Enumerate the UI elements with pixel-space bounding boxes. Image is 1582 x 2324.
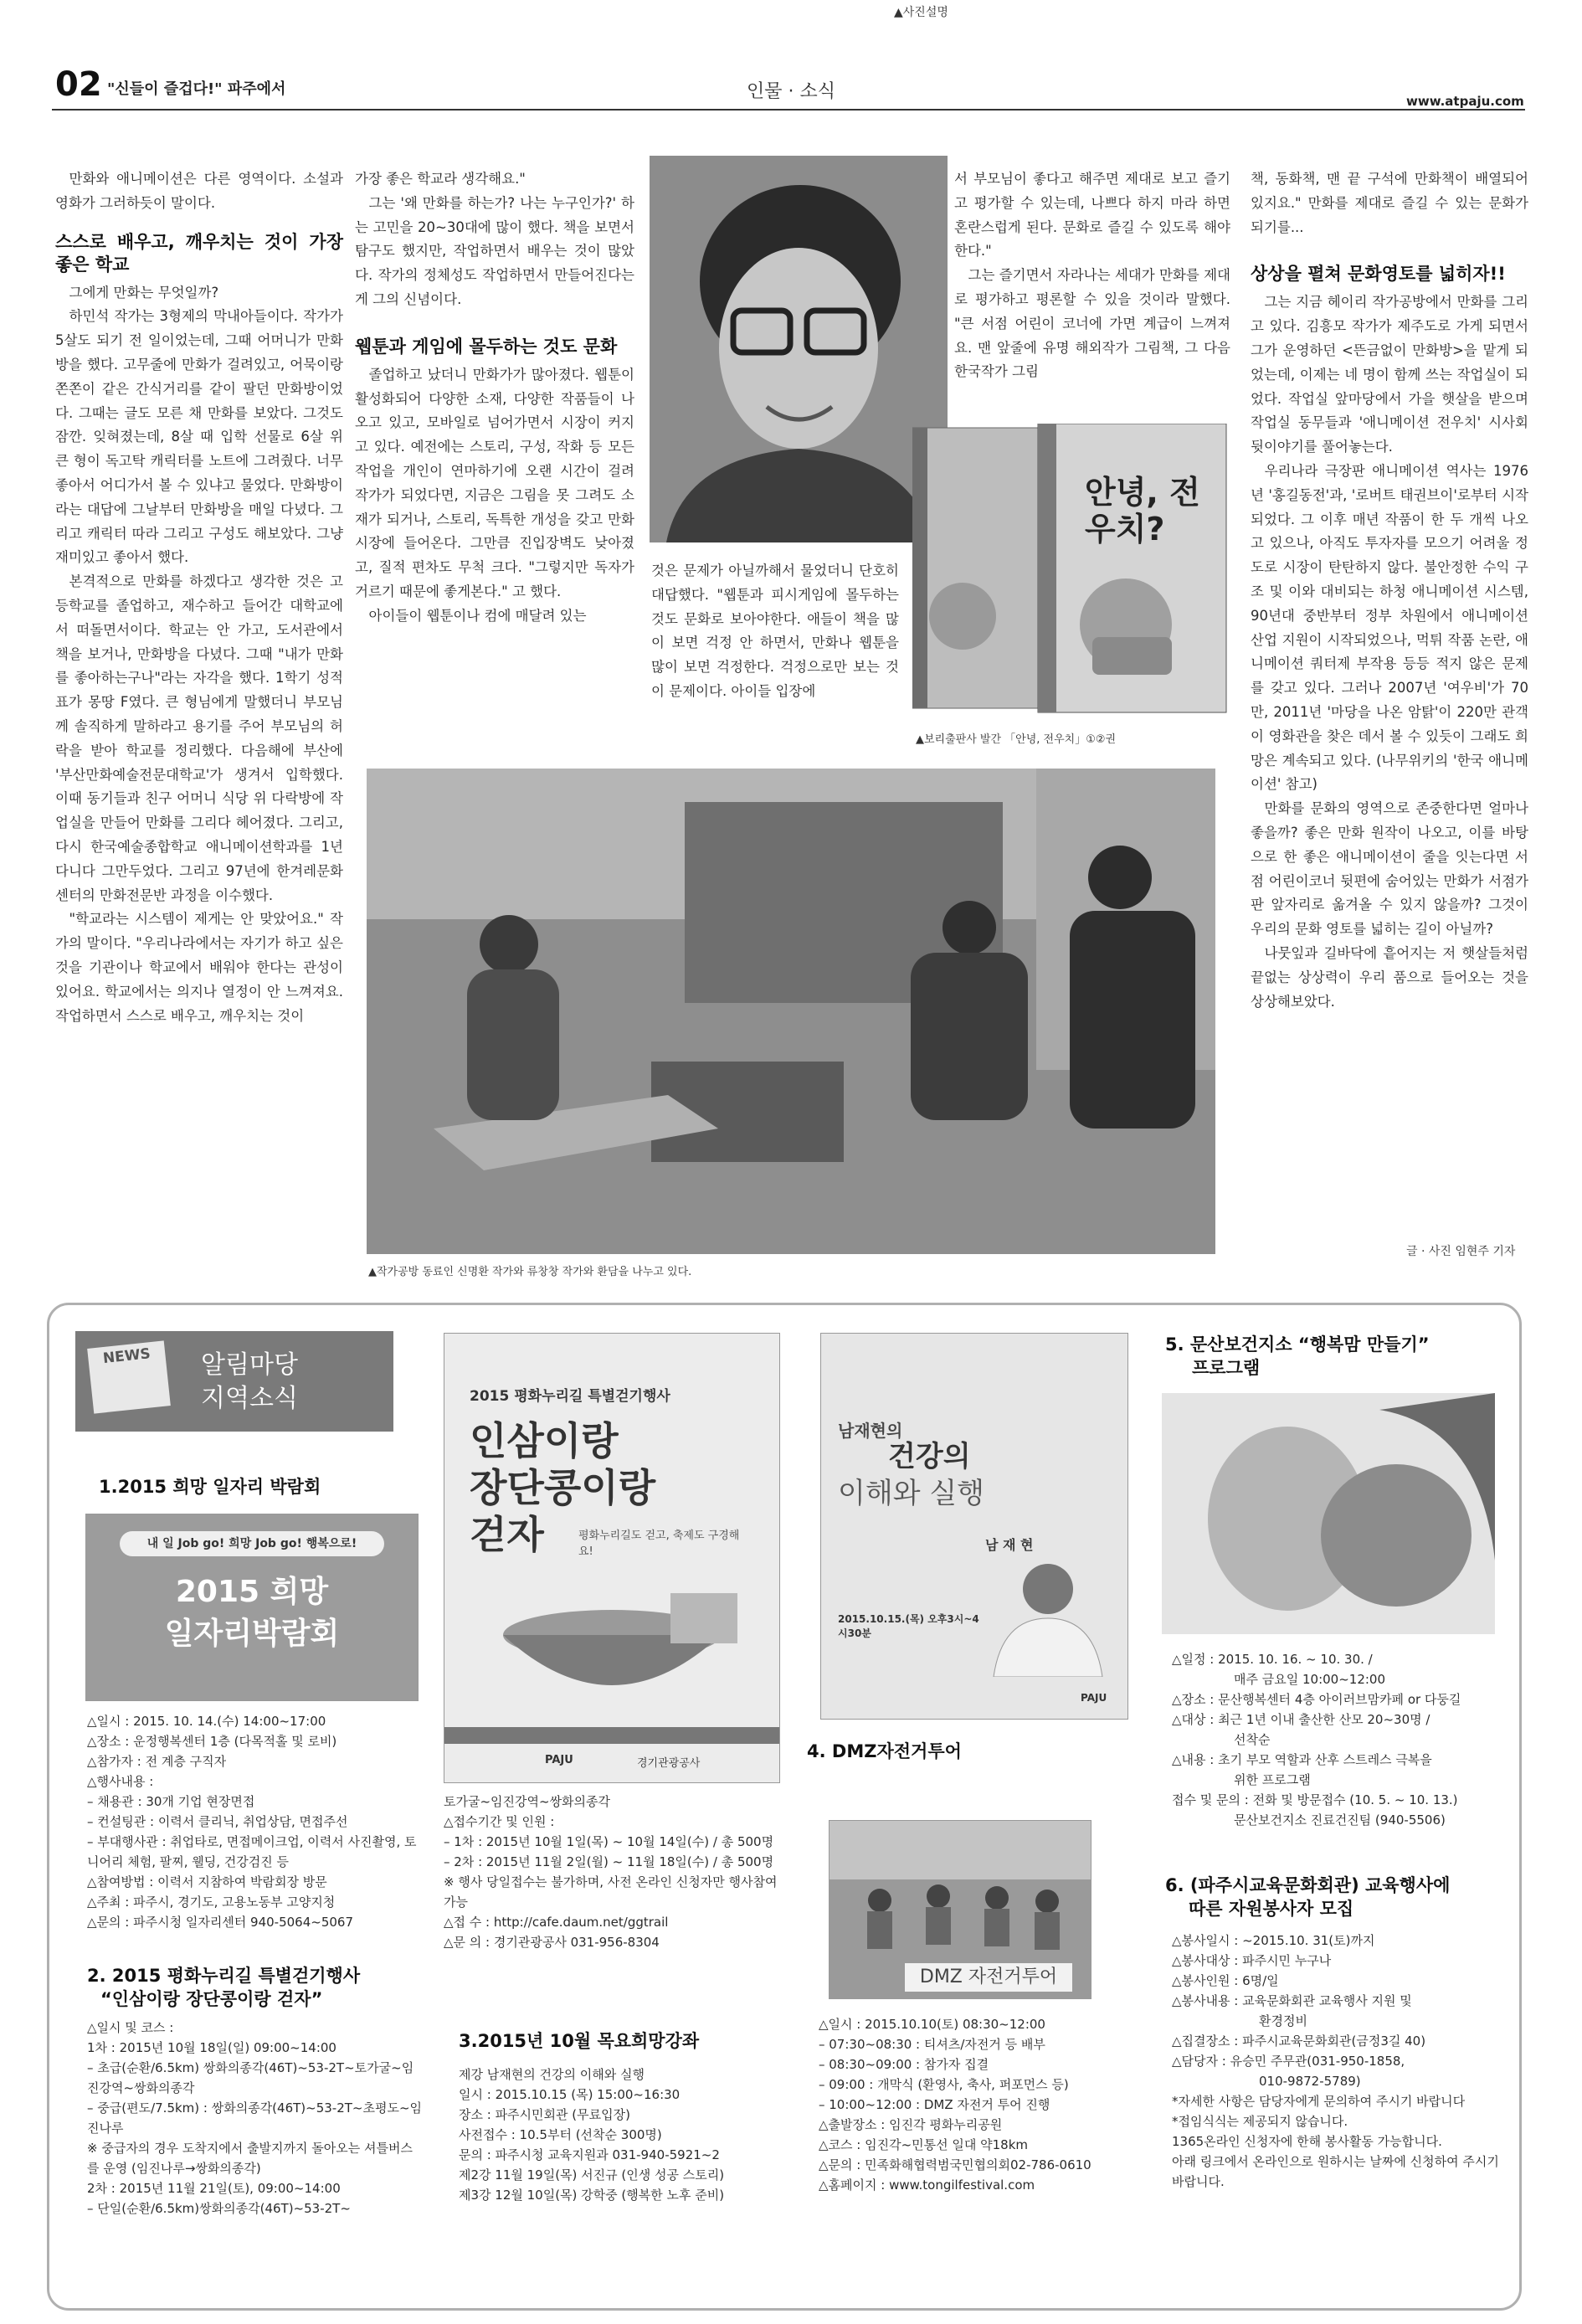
detail-line: 문의 : 파주시청 교육지원과 031-940-5921~2 [459,2147,720,2162]
job-fair-banner: 내 일 Job go! 희망 Job go! 행복으로! [120,1531,384,1556]
section-heading-2: 웹툰과 게임에 몰두하는 것도 문화 [355,336,618,357]
detail-line: 아래 링크에서 온라인으로 원하시는 날짜에 신청하여 주시기 바랍니다. [1172,2154,1499,2189]
detail-line: 제2강 11월 19일(목) 서진규 (인생 성공 스토리) [459,2167,725,2183]
detail-line: △주최 : 파주시, 경기도, 고용노동부 고양지청 [87,1895,336,1910]
item1-heading: 1.2015 희망 일자리 박람회 [99,1477,321,1497]
item3-heading: 3.2015년 10월 목요희망강좌 [459,2031,700,2051]
detail-line: – 10:00~12:00 : DMZ 자전거 투어 진행 [819,2097,1050,2112]
paragraph: 그는 '왜 만화를 하는가? 나는 누구인가?' 하는 고민을 20~30대에 많이 했다. 책을 보면서 탐구도 했지만, 작업하면서 배우는 것이 많았다. 작가의 정체성도 작업하면서 만들어진다는 게 그의 신념이다. [355,194,634,307]
paragraph: 가장 좋은 학교라 생각해요." [355,171,526,187]
book-title: 안녕, 전우치? [1085,474,1200,548]
detail-line: – 중급(편도/7.5km) : 쌍화의종각(46T)~53-2T~초평도~임진나루 [87,2100,423,2136]
article-column-5 [1251,167,1528,1014]
paragraph: 졸업하고 났더니 만화가가 많아졌다. 웹툰이 활성화되어 다양한 소재, 다양한 작품들이 나오고 있고, 모바일로 넘어가면서 시장이 커지고 있다. 예전에는 스토리, 구성, 작화 등 모든 작업을 개인이 연마하기에 오랜 시간이 걸려 작가가 되었다면, 지금은 그림을 못 그려도 소재가 되거나, 스토리, 독특한 개성을 갖고 만화시장에 들어온다. 그만큼 진입장벽도 낮아졌고, 질적 편차도 무척 크다. "그렇지만 독자가 거르기 때문에 좋게본다." 고 했다. [355,366,634,599]
walking-poster-logo-2: 경기관광공사 [637,1757,701,1770]
detail-line: △집결장소 : 파주시교육문화회관(금정3길 40) [1172,2034,1426,2049]
detail-line: *접임식식는 제공되지 않습니다. [1172,2114,1348,2129]
paragraph: 하민석 작가는 3형제의 막내아들이다. 작가가 5살도 되기 전 일이었는데, 그때 어머니가 만화방을 했다. 고무줄에 만화가 걸려있고, 어묵이랑 쫀쫀이 같은 간식거리를 같이 팔던 만화방이었다. 그때는 글도 모른 채 만화를 보았다. 그것도 잠깐. 잊혀졌는데, 8살 때 입학 선물로 6살 위 큰 형이 독고탁 캐릭터를 노트에 그려줬다. 너무 좋아서 어디가서 볼 수 있냐고 물었다. 만화방이라는 대답에 그날부터 만화방을 매일 다녔다. 그리고 캐릭터 따라 그리고 구성도 해보았다. 그냥 재미있고 좋아서 했다. [55,308,343,566]
detail-line: 1차 : 2015년 10월 18일(일) 09:00~14:00 [87,2040,336,2055]
photo-caption-label: ▲사진설명 [894,6,948,19]
notice-header [75,1331,393,1432]
detail-line: – 부대행사관 : 취업타로, 면접메이크업, 이력서 사진촬영, 토니어리 체험, 팔찌, 웰딩, 건강검진 등 [87,1834,417,1869]
item1-details [87,1711,422,1932]
section-heading-1: 스스로 배우고, 깨우치는 것이 가장 좋은 학교 [55,231,343,275]
detail-line: 선착순 [1234,1732,1271,1747]
job-fair-title-2: 일자리박람회 [164,1617,340,1651]
intro-paragraph: 만화와 애니메이션은 다른 영역이다. 소설과 영화가 그러하듯이 말이다. [55,171,343,211]
detail-line: △일시 : 2015. 10. 14.(수) 14:00~17:00 [87,1714,326,1729]
section-heading-3: 상상을 펼쳐 문화영토를 넓히자!! [1251,264,1506,285]
detail-line: △일시 및 코스 : [87,2020,174,2035]
walking-poster-logo-1: PAJU [545,1754,573,1766]
walking-poster-top: 2015 평화누리길 특별걷기행사 [470,1388,670,1405]
detail-line: △참가자 : 전 계층 구직자 [87,1754,227,1769]
notice-title-2: 지역소식 [201,1384,298,1413]
detail-line: △담당자 : 유승민 주무관(031-950-1858, [1172,2054,1405,2069]
detail-line: △접 수 : http://cafe.daum.net/ggtrail [444,1915,669,1930]
detail-line: △접수기간 및 인원 : [444,1814,555,1829]
detail-line: △일정 : 2015. 10. 16. ~ 10. 30. / [1172,1652,1373,1667]
detail-line: ※ 행사 당일접수는 불가하며, 사전 온라인 신청자만 행사참여 가능 [444,1874,778,1910]
detail-line: △코스 : 임진각~민통선 일대 약18km [819,2137,1029,2152]
detail-line: – 1차 : 2015년 10월 1일(목) ~ 10월 14일(수) / 총 500명 [444,1834,774,1849]
detail-line: △봉사내용 : 교육문화회관 교육행사 지원 및 [1172,1993,1412,2008]
health-lecture-poster [820,1333,1128,1720]
page-number: 02 [55,65,102,104]
detail-line: – 채용관 : 30개 기업 현장면접 [87,1794,255,1809]
paragraph: 나뭇잎과 길바닥에 흩어지는 저 햇살들처럼 끝없는 상상력이 우리 품으로 들어오는 것을 상상해보았다. [1251,944,1528,1010]
detail-line: – 08:30~09:00 : 참가자 집결 [819,2057,989,2072]
mother-and-baby-photo [1162,1393,1495,1634]
detail-line: △문의 : 민족화해협력범국민협의회02-786-0610 [819,2157,1091,2172]
paragraph: 그는 즐기면서 자라나는 세대가 만화를 제대로 평가하고 평론할 수 있을 것이라 말했다. "큰 서점 어린이 코너에 가면 계급이 느껴져요. 맨 앞줄에 유명 해외작가 그림책, 그 다음 한국작가 그림 [954,267,1230,380]
walking-poster-title-2: 장단콩이랑 [470,1465,656,1510]
doctor-photo [985,1551,1111,1677]
notice-title-1: 알림마당 [201,1350,298,1380]
item5-details [1172,1649,1507,1830]
detail-line: 2차 : 2015년 11월 21일(토), 09:00~14:00 [87,2181,341,2196]
detail-line: 위한 프로그램 [1234,1772,1311,1787]
detail-line: ※ 중급자의 경우 도착지에서 출발지까지 돌아오는 셔틀버스를 운영 (임진나루→쌍화의종각) [87,2141,413,2176]
detail-line: 제강 남재현의 건강의 이해와 실행 [459,2067,645,2082]
walking-poster-sub: 평화누리길도 걷고, 축제도 구경해요! [578,1530,740,1558]
job-fair-title-1: 2015 희망 [175,1575,329,1609]
detail-line: △장소 : 운정행복센터 1층 (다목적홀 및 로비) [87,1734,337,1749]
paragraph: 아이들이 웹툰이나 컴에 매달려 있는 [368,607,587,624]
detail-line: △참여방법 : 이력서 지참하여 박람회장 방문 [87,1874,327,1890]
paragraph: 그는 지금 헤이리 작가공방에서 만화를 그리고 있다. 김흥모 작가가 제주도로 가게 되면서 그가 운영하던 <뜬금없이 만화방>을 맡게 되었는데, 이제는 네 명이 함께 쓰는 작업실이 되었다. 작업실 앞마당에서 가을 햇살을 받으며 작업실 동무들과 '애니메이션 전우치' 시사회 뒷이야기를 풀어놓는다. [1251,294,1528,455]
article-column-4 [954,167,1230,384]
item3-details [459,2064,794,2205]
walking-poster-title-3: 걷자 [470,1512,544,1557]
paragraph: 본격적으로 만화를 하겠다고 생각한 것은 고등학교를 졸업하고, 재수하고 들어간 대학교에서 떠돌면서이다. 학교는 안 가고, 도서관에서 책을 보거나, 만화방을 다녔다. 그때 "내가 만화를 좋아하는구나"라는 자각을 했다. 1학기 성적표가 몽땅 F였다. 큰 형님에게 말했더니 부모님께 솔직하게 말하라고 용기를 주어 부모님의 허락을 받아 학교를 정리했다. 다음해에 부산에 '부산만화예술전문대학교'가 생겨서 입학했다. 이때 동기들과 친구 어머니 식당 위 다락방에 작업실을 만들어 만화를 그리다 헤어졌다. 그리고, 다시 한국예술종합학교 애니메이션학과를 1년 다니다 그만두었다. 그리고 97년에 한겨레문화센터의 만화전문반 과정을 이수했다. [55,573,343,903]
dmz-photo-label: DMZ 자전거투어 [905,1963,1072,1992]
detail-line: 매주 금요일 10:00~12:00 [1234,1672,1386,1687]
detail-line: 010-9872-5789) [1259,2074,1361,2089]
detail-line: – 2차 : 2015년 11월 2일(월) ~ 11월 18일(수) / 총 500명 [444,1854,774,1869]
item6-details [1172,1931,1503,2192]
item5-heading-2: 프로그램 [1192,1358,1261,1378]
paragraph: 우리나라 극장판 애니메이션 역사는 1976년 '홍길동전'과, '로버트 태권브이'로부터 시작되었다. 그 이후 매년 작품이 한 두 개씩 나오고 있으나, 아직도 투자자를 모으기 어려울 정도로 시장이 탄탄하지 않다. 불안정한 수익 구조 및 이와 대비되는 하청 애니메이션 시스템, 90년대 중반부터 정부 차원에서 애니메이션 산업 지원이 시작되었으나, 먹튀 작품 논란, 애니메이션 쿼터제 부작용 등등 적지 않은 문제를 갖고 있다. 그러나 2007년 '여우비'가 70만, 2011년 '마당을 나온 암탉'이 220만 관객이 영화관을 찾은 데서 볼 수 있듯이 그래도 희망은 계속되고 있다. (나무위키의 '한국 애니메이션' 참고) [1251,462,1528,793]
author-portrait-photo [650,156,948,542]
group-photo-caption: ▲작가공방 동료인 신명환 작가와 류창창 작가와 환담을 나누고 있다. [368,1266,692,1278]
paragraph: 책, 동화책, 맨 끝 구석에 만화책이 배열되어 있지요." 만화를 제대로 즐길 수 있는 문화가 되기를... [1251,171,1528,235]
detail-line: △홈페이지 : www.tongilfestival.com [819,2177,1035,2193]
header-rule [52,109,1525,111]
detail-line: – 09:00 : 개막식 (환영사, 축사, 퍼포먼스 등) [819,2077,1069,2092]
detail-line: △내용 : 초기 부모 역할과 산후 스트레스 극복을 [1172,1752,1432,1767]
item2-heading-2: “인삼이랑 장단콩이랑 걷자” [100,1989,323,2009]
paragraph: 것은 문제가 아닐까해서 물었더니 단호히 대답했다. "웹툰과 피시게임에 몰두하는 것도 문화로 보아야한다. 애들이 책을 많이 보면 걱정 안 하면서, 만화나 웹툰을 많이 보면 걱정한다. 걱정으로만 보는 것이 문제이다. 아이들 입장에 [651,563,899,699]
studio-meeting-photo [367,769,1215,1254]
item2-details [87,2018,422,2219]
detail-line: 문산보건지소 진료건진팀 (940-5506) [1234,1812,1446,1828]
walking-poster-band [444,1727,779,1744]
slogan: "신들이 즐겁다!" 파주에서 [107,80,286,98]
detail-line: 사전접수 : 10.5부터 (선착순 300명) [459,2127,662,2142]
detail-line: 제3강 12월 10일(목) 강학중 (행복한 노후 준비) [459,2188,725,2203]
item6-heading-2: 따른 자원봉사자 모집 [1189,1899,1354,1919]
item2-heading-1: 2. 2015 평화누리길 특별걷기행사 [87,1966,361,1986]
detail-line: *자세한 사항은 담당자에게 문의하여 주시기 바랍니다 [1172,2094,1466,2109]
detail-line: – 초급(순환/6.5km) 쌍화의종각(46T)~53-2T~토가굴~임진강역~쌍화의종각 [87,2060,414,2095]
health-poster-logo: PAJU [1081,1692,1107,1704]
news-badge-icon: NEWS [87,1340,171,1413]
detail-line: 일시 : 2015.10.15 (목) 15:00~16:30 [459,2087,681,2102]
book-covers-photo [912,424,1239,721]
paragraph: "학교라는 시스템이 제게는 안 맞았어요." 작가의 말이다. "우리나라에서는 자기가 하고 싶은 것을 기관이나 학교에서 배워야 한다는 관성이 있어요. 학교에서는 의지나 열정이 안 느껴져요. 작업하면서 스스로 배우고, 깨우치는 것이 [55,911,343,1024]
health-poster-title-1: 건강의 [888,1440,971,1473]
detail-line: 환경정비 [1259,2013,1307,2028]
item5-heading-1: 5. 문산보건지소 “행복맘 만들기” [1165,1334,1430,1355]
article-column-1 [55,167,343,1028]
detail-line: △봉사일시 : ~2015.10. 31(토)까지 [1172,1933,1375,1948]
detail-line: △대상 : 최근 1년 이내 출산한 산모 20~30명 / [1172,1712,1430,1727]
detail-line: 토가굴~임진강역~쌍화의종각 [444,1794,611,1809]
dmz-bike-tour-photo [829,1820,1091,1999]
detail-line: △봉사대상 : 파주시민 누구나 [1172,1953,1332,1968]
item6-heading-1: 6. (파주시교육문화회관) 교육행사에 [1165,1875,1451,1895]
paragraph: 그에게 만화는 무엇일까? [69,284,219,301]
item4-details [819,2014,1153,2195]
health-poster-date: 2015.10.15.(목) 오후3시~4시30분 [838,1613,979,1639]
byline: 글 · 사진 임현주 기자 [1406,1245,1516,1258]
paragraph: 서 부모님이 좋다고 해주면 제대로 보고 즐기고 평가할 수 있는데, 나쁘다 하지 마라 하면 혼란스럽게 된다. 문화로 즐길 수 있도록 해야한다." [954,171,1230,260]
book-caption: ▲보리출판사 발간 「안녕, 전우치」①②권 [916,733,1117,746]
bowl-illustration-icon [478,1576,746,1719]
detail-line: 1365온라인 신청자에 한해 봉사활동 가능합니다. [1172,2134,1442,2149]
detail-line: – 컨설팅관 : 이력서 클리닉, 취업상담, 면접주선 [87,1814,348,1829]
article-column-2 [355,167,634,629]
health-poster-title-2: 이해와 실행 [838,1477,985,1510]
detail-line: △장소 : 문산행복센터 4층 아이러브맘카페 or 다둥길 [1172,1692,1461,1707]
detail-line: – 07:30~08:30 : 티셔츠/자전거 등 배부 [819,2037,1045,2052]
detail-line: 장소 : 파주시민회관 (무료입장) [459,2107,630,2122]
detail-line: – 단일(순환/6.5km)쌍화의종각(46T)~53-2T~ [87,2201,351,2216]
section-title: 인물 · 소식 [747,81,835,102]
walking-poster-title-1: 인삼이랑 [470,1418,619,1463]
item4-heading: 4. DMZ자전거투어 [807,1741,962,1761]
health-poster-top: 남재현의 [838,1421,903,1441]
detail-line: △일시 : 2015.10.10(토) 08:30~12:00 [819,2017,1045,2032]
item2-details-cont [444,1792,778,1952]
job-fair-poster [85,1514,419,1701]
paragraph: 만화를 문화의 영역으로 존중한다면 얼마나 좋을까? 좋은 만화 원작이 나오고, 이를 바탕으로 한 좋은 애니메이션이 줄을 잇는다면 서점 어린이코너 뒷편에 숨어있는 만화가 서점가판 앞자리로 옮겨올 수 있지 않을까? 그것이 우리의 문화 영토를 넓히는 길이 아닐까? [1251,800,1528,938]
detail-line: 접수 및 문의 : 전화 및 방문접수 (10. 5. ~ 10. 13.) [1172,1792,1458,1807]
detail-line: △문 의 : 경기관광공사 031-956-8304 [444,1935,660,1950]
article-column-3 [651,559,899,704]
detail-line: △봉사인원 : 6명/일 [1172,1973,1279,1988]
walking-event-poster [444,1333,780,1783]
detail-line: △행사내용 : [87,1774,154,1789]
detail-line: △문의 : 파주시청 일자리센터 940-5064~5067 [87,1915,354,1930]
detail-line: △출발장소 : 임진각 평화누리공원 [819,2117,1003,2132]
health-poster-name: 남 재 현 [985,1537,1034,1553]
site-url[interactable]: www.atpaju.com [1406,94,1524,109]
